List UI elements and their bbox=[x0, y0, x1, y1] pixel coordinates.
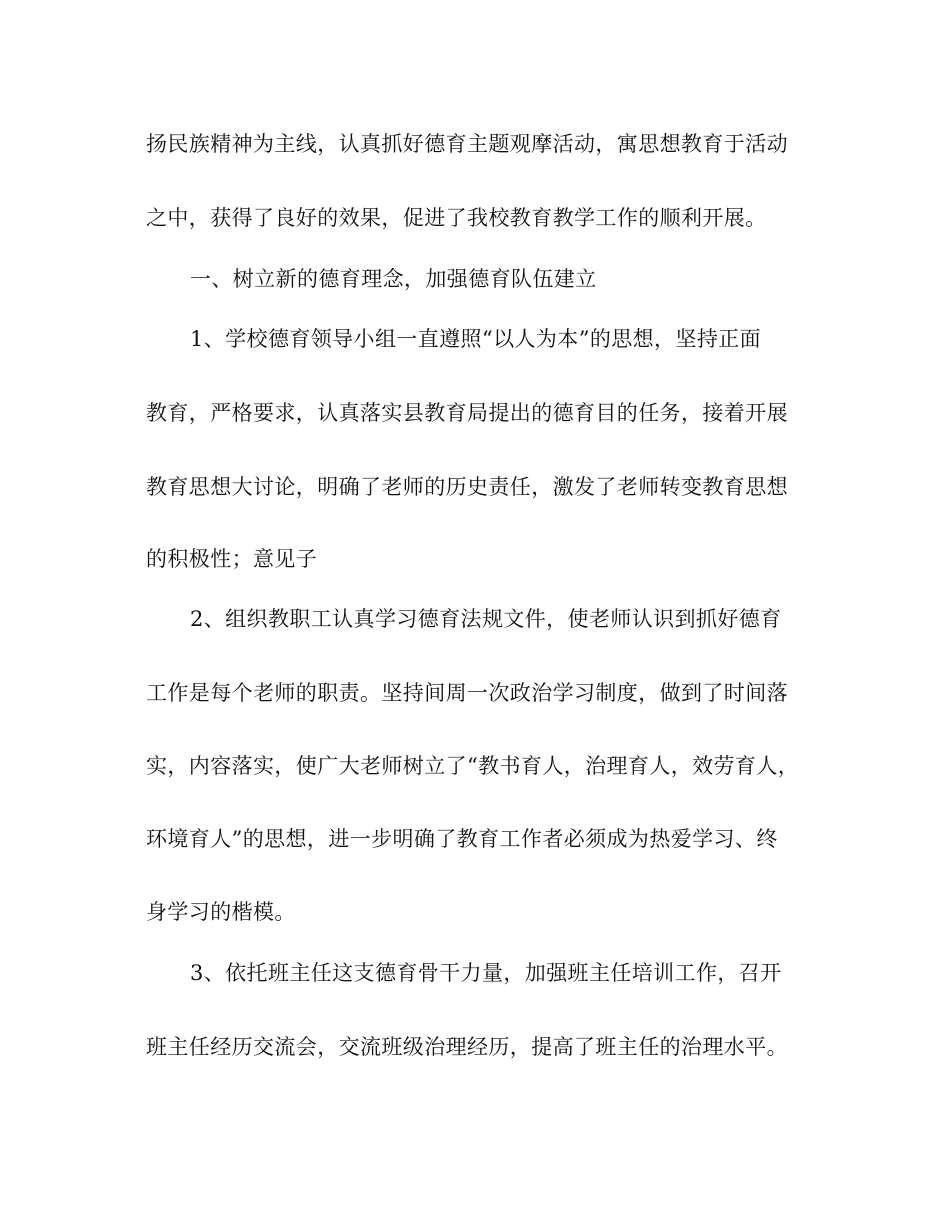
paragraph-line: 2、组织教职工认真学习德育法规文件，使老师认识到抓好德育 bbox=[190, 607, 782, 631]
paragraph-line: 班主任经历交流会，交流班级治理经历，提高了班主任的治理水平。 bbox=[146, 1035, 788, 1059]
paragraph-line: 扬民族精神为主线，认真抓好德育主题观摩活动，寓思想教育于活动 bbox=[146, 132, 788, 156]
paragraph-line: 环境育人”的思想，进一步明确了教育工作者必须成为热爱学习、终 bbox=[146, 827, 778, 851]
paragraph-line: 之中，获得了良好的效果，促进了我校教育教学工作的顺利开展。 bbox=[146, 206, 767, 230]
paragraph-line: 教育思想大讨论，明确了老师的历史责任，激发了老师转变教育思想 bbox=[146, 475, 788, 499]
paragraph-line: 1、学校德育领导小组一直遵照“以人为本”的思想，坚持正面 bbox=[190, 327, 762, 351]
paragraph-line: 的积极性；意见子 bbox=[146, 547, 318, 571]
section-heading: 一、树立新的德育理念，加强德育队伍建立 bbox=[190, 267, 597, 291]
paragraph-line: 3、依托班主任这支德育骨干力量，加强班主任培训工作，召开 bbox=[190, 961, 782, 985]
paragraph-line: 身学习的楷模。 bbox=[146, 900, 296, 924]
paragraph-line: 工作是每个老师的职责。坚持间周一次政治学习制度，做到了时间落 bbox=[146, 681, 788, 705]
paragraph-line: 实，内容落实，使广大老师树立了“教书育人，治理育人，效劳育人， bbox=[146, 754, 800, 778]
paragraph-line: 教育，严格要求，认真落实县教育局提出的德育目的任务，接着开展 bbox=[146, 401, 788, 425]
